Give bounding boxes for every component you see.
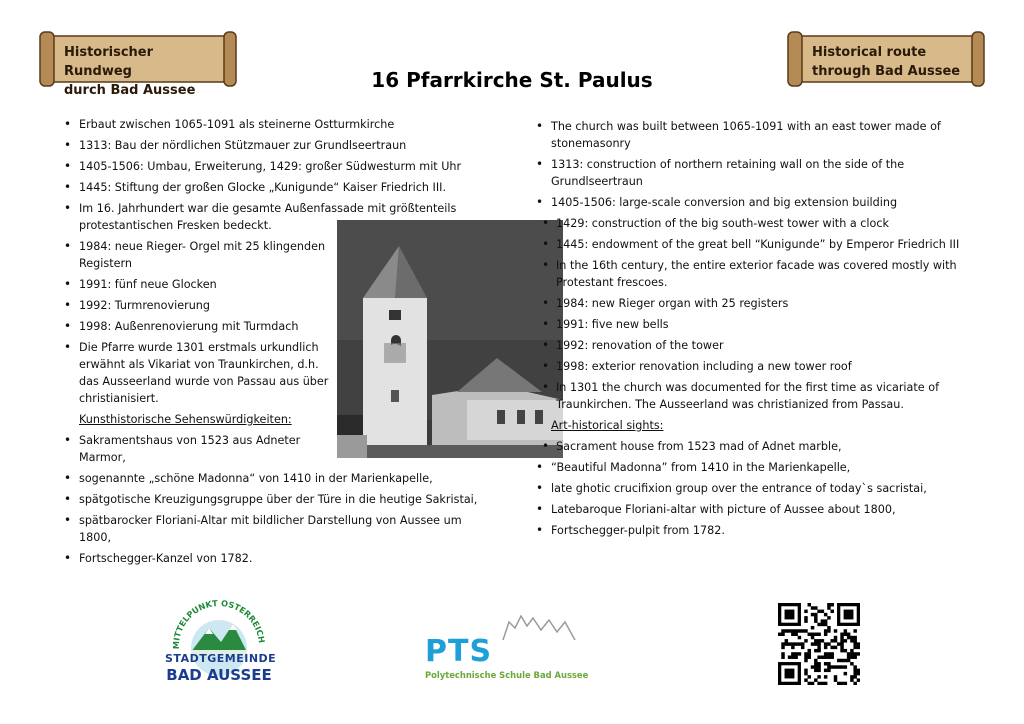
list-item: • 1992: Turmrenovierung — [62, 297, 339, 314]
list-item: • 1313: construction of northern retaining wall on the side of the Grundlseertraun — [534, 156, 962, 190]
list-subitem: • In 1301 the church was documented for the first time as vicariate of Traunkirchen. The Ausseerland was christianized from Passau. — [534, 379, 962, 413]
list-item: • late ghotic crucifixion group over the entrance of today`s sacristai, — [534, 480, 962, 497]
pts-short-name: PTS — [425, 634, 493, 669]
list-item: • Erbaut zwischen 1065-1091 als steinerne Ostturmkirche — [62, 116, 482, 133]
english-list — [534, 118, 962, 543]
list-item: • The church was built between 1065-1091 with an east tower made of stonemasonry — [534, 118, 962, 152]
list-item: • Latebaroque Floriani-altar with picture of Aussee about 1800, — [534, 501, 962, 518]
list-item: • 1984: neue Rieger- Orgel mit 25 klingenden Registern — [62, 238, 339, 272]
page-title: 16 Pfarrkirche St. Paulus — [371, 68, 653, 92]
list-item: • “Beautiful Madonna” from 1410 in the Marienkapelle, — [534, 459, 962, 476]
list-subitem: • 1992: renovation of the tower — [534, 337, 962, 354]
list-subitem: • 1998: exterior renovation including a new tower roof — [534, 358, 962, 375]
list-item: • Fortschegger-pulpit from 1782. — [534, 522, 962, 539]
scroll-right-line2: through Bad Aussee — [812, 64, 961, 79]
list-item: • sogenannte „schöne Madonna“ von 1410 in der Marienkapelle, — [62, 470, 482, 487]
logo-arc-text: MITTELPUNKT ÖSTERREICH — [170, 600, 267, 650]
list-item: • 1313: Bau der nördlichen Stützmauer zur Grundlseertraun — [62, 137, 482, 154]
list-item: • 1998: Außenrenovierung mit Turmdach — [62, 318, 339, 335]
list-item: • Fortschegger-Kanzel von 1782. — [62, 550, 482, 567]
scroll-left-line2: durch Bad Aussee — [64, 83, 196, 98]
pts-logo — [425, 612, 595, 682]
art-heading-english: Art-historical sights: — [551, 419, 664, 432]
list-subitem: • 1991: five new bells — [534, 316, 962, 333]
qr-code-icon[interactable] — [778, 603, 860, 685]
list-item: • 1445: Stiftung der großen Glocke „Kunigunde“ Kaiser Friedrich III. — [62, 179, 482, 196]
list-item: • Sakramentshaus von 1523 aus Adneter Marmor, — [62, 432, 339, 466]
list-subitem: • 1984: new Rieger organ with 25 registers — [534, 295, 962, 312]
list-subitem: • Sacrament house from 1523 mad of Adnet marble, — [534, 438, 962, 455]
scroll-right-line1: Historical route — [812, 45, 927, 60]
list-subitem: • 1445: endowment of the great bell “Kunigunde” by Emperor Friedrich III — [534, 236, 962, 253]
logo-line1: STADTGEMEINDE — [165, 652, 277, 665]
list-item: • Die Pfarre wurde 1301 erstmals urkundlich erwähnt als Vikariat von Traunkirchen, d.h. das Ausseerland wurde von Passau aus über christianisiert. — [62, 339, 339, 407]
scroll-banner-left — [38, 30, 238, 98]
art-heading-german: Kunsthistorische Sehenswürdigkeiten: — [79, 413, 292, 426]
scroll-left-line1: Historischer Rundweg — [64, 45, 154, 79]
list-subitem: • In the 16th century, the entire exterior facade was covered mostly with Protestant frescoes. — [534, 257, 962, 291]
list-item: • 1405-1506: Umbau, Erweiterung, 1429: großer Südwesturm mit Uhr — [62, 158, 482, 175]
list-item: • Im 16. Jahrhundert war die gesamte Außenfassade mit größtenteils protestantischen Fresken bedeckt. — [62, 200, 482, 234]
church-photo — [337, 220, 563, 458]
list-item: • 1991: fünf neue Glocken — [62, 276, 339, 293]
pts-full-name: Polytechnische Schule Bad Aussee — [425, 670, 589, 680]
stadtgemeinde-logo — [165, 600, 277, 690]
scroll-banner-right — [786, 30, 986, 88]
list-item: • spätbarocker Floriani-Altar mit bildlicher Darstellung von Aussee um 1800, — [62, 512, 482, 546]
list-subitem: • 1429: construction of the big south-west tower with a clock — [534, 215, 962, 232]
list-item: • 1405-1506: large-scale conversion and big extension building — [534, 194, 962, 211]
list-item: • spätgotische Kreuzigungsgruppe über der Türe in die heutige Sakristai, — [62, 491, 482, 508]
logo-line2: BAD AUSSEE — [166, 666, 272, 684]
